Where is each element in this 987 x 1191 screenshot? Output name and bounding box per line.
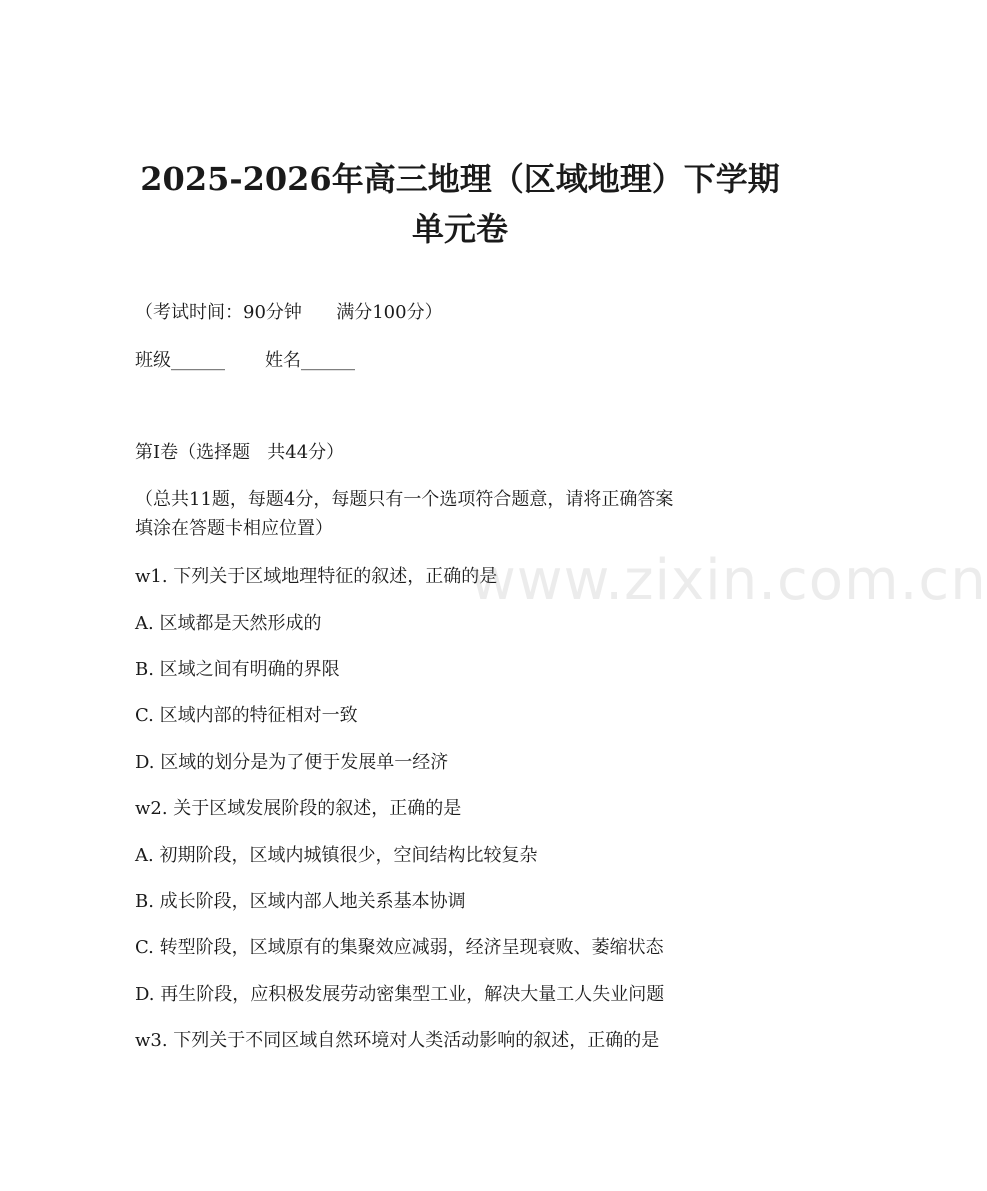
section-heading: 第I卷（选择题 共44分）	[135, 442, 345, 463]
question-2-option-b: B. 成长阶段，区域内部人地关系基本协调	[135, 891, 466, 912]
question-stem-2: w2. 关于区域发展阶段的叙述，正确的是	[135, 798, 462, 819]
page-title-continued: 单元卷	[411, 210, 508, 248]
exam-info: （考试时间：90分钟 满分100分）	[135, 302, 443, 323]
page-title: 2025-2026年高三地理（区域地理）下学期	[140, 160, 780, 198]
student-fields: 班级______ 姓名______	[135, 350, 356, 371]
question-1-option-d: D. 区域的划分是为了便于发展单一经济	[135, 752, 449, 773]
section-instructions: （总共11题，每题4分，每题只有一个选项符合题意，请将正确答案	[135, 489, 674, 510]
question-stem-1: w1. 下列关于区域地理特征的叙述，正确的是	[135, 566, 498, 587]
question-1-option-b: B. 区域之间有明确的界限	[135, 659, 340, 680]
watermark: www.zixin.com.cn	[470, 548, 987, 613]
question-1-option-a: A. 区域都是天然形成的	[135, 613, 322, 634]
question-2-option-a: A. 初期阶段，区域内城镇很少，空间结构比较复杂	[135, 845, 538, 866]
question-stem-3: w3. 下列关于不同区域自然环境对人类活动影响的叙述，正确的是	[135, 1030, 660, 1051]
question-1-option-c: C. 区域内部的特征相对一致	[135, 705, 358, 726]
question-2-option-d: D. 再生阶段，应积极发展劳动密集型工业，解决大量工人失业问题	[135, 984, 665, 1005]
section-instructions-continued: 填涂在答题卡相应位置）	[135, 518, 333, 539]
question-2-option-c: C. 转型阶段，区域原有的集聚效应减弱，经济呈现衰败、萎缩状态	[135, 937, 664, 958]
